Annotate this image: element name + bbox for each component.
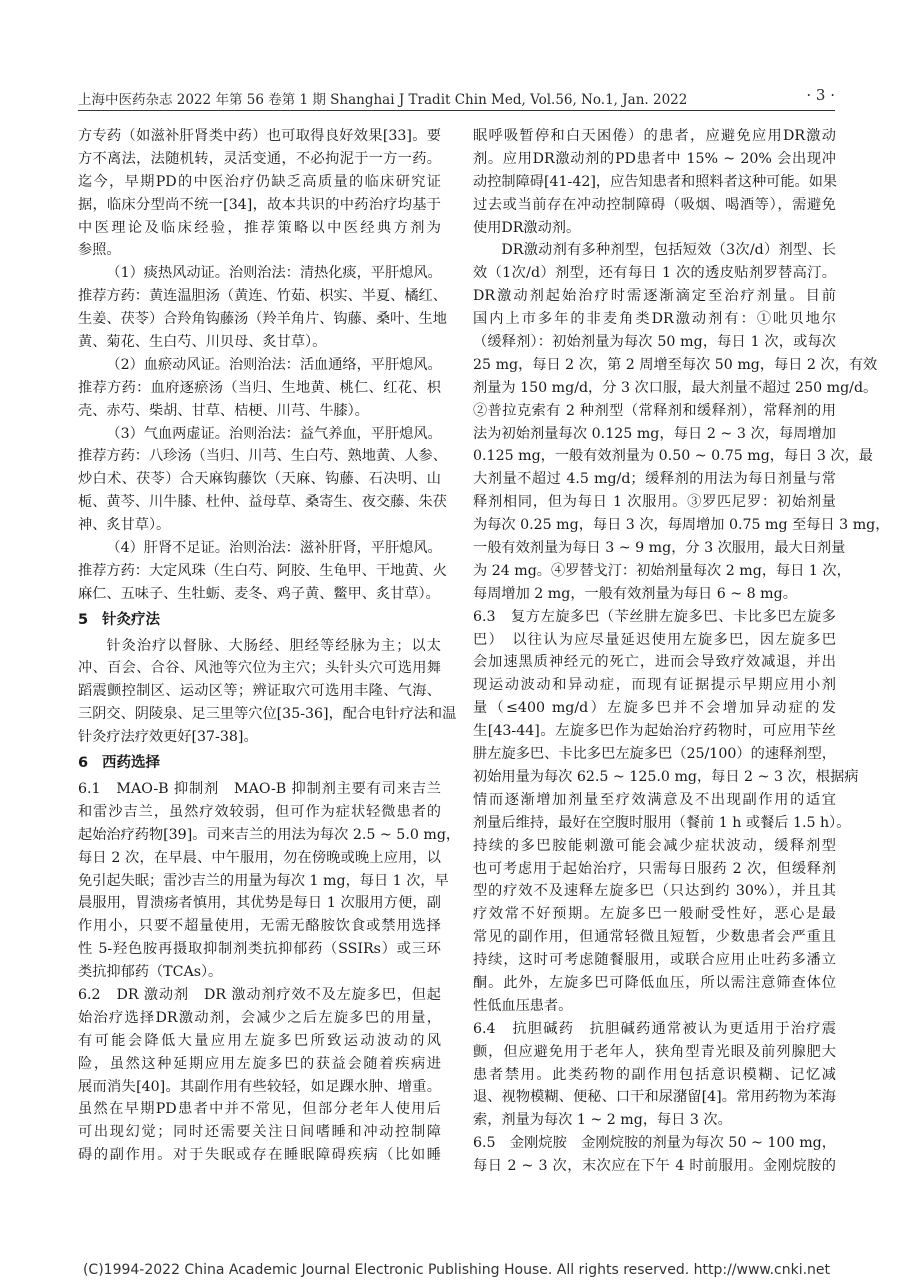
text-line: 性 5-羟色胺再摄取抑制剂类抗抑郁药（SSIRs）或三环 (78, 941, 441, 958)
running-header (78, 86, 835, 108)
text-line: 性低血压患者。 (473, 997, 573, 1014)
copyright-footer: (C)1994-2022 China Academic Journal Electronic Publishing House. All rights reserved. http://www.cnki.net (82, 1262, 831, 1278)
text-line: 大剂量不超过 4.5 mg/d；缓释剂的用法为每日剂量与常 (473, 471, 836, 488)
text-line: 每日 2 ~ 3 次，末次应在下午 4 时前服用。金刚烷胺的 (473, 1158, 836, 1175)
section-number: 6 (78, 755, 89, 772)
text-line: 作用小，只要不超量使用，无需无酪胺饮食或禁用选择 (78, 918, 441, 935)
text-line: 始治疗选择DR激动剂，会减少之后左旋多巴的用量， (78, 1009, 441, 1026)
text-line: 推荐方药：大定风珠（生白芍、阿胶、生龟甲、干地黄、火 (78, 562, 447, 579)
section-title: 西药选择 (102, 755, 160, 772)
section-title: 针灸疗法 (102, 611, 160, 628)
text-line: 晨服用，胃溃疡者慎用，其优势是每日 1 次服用方便，副 (78, 895, 441, 912)
text-line: 6.3 复方左旋多巴（苄丝肼左旋多巴、卡比多巴左旋多 (473, 608, 836, 625)
text-line: 险，虽然这种延期应用左旋多巴的获益会随着疾病进 (78, 1055, 441, 1072)
text-line: 使用DR激动剂。 (473, 219, 581, 236)
text-line: 三阴交、阴陵泉、足三里等穴位[35-36]，配合电针疗法和温 (78, 706, 457, 723)
text-line: 会加速黑质神经元的死亡，进而会导致疗效减退，并出 (473, 654, 836, 671)
text-line: 25 mg，每日 2 次，第 2 周增至每次 50 mg，每日 2 次，有效 (473, 356, 878, 373)
text-line: 推荐方药：黄连温胆汤（黄连、竹茹、枳实、半夏、橘红、 (78, 288, 447, 305)
text-line: 索，剂量为每次 1 ~ 2 mg，每日 3 次。 (473, 1112, 732, 1129)
text-line: 有可能会降低大量应用左旋多巴所致运动波动的风 (78, 1032, 441, 1049)
text-line: 国内上市多年的非麦角类DR激动剂有：①吡贝地尔 (473, 311, 836, 328)
text-line: ②普拉克索有 2 种剂型（常释剂和缓释剂），常释剂的用 (473, 402, 836, 419)
text-line: 持续，这时可考虑随餐服用，或联合应用止吐药多潘立 (473, 952, 836, 969)
text-line: 和雷沙吉兰，虽然疗效较弱，但可作为症状轻微患者的 (78, 803, 441, 820)
page-number: · 3 · (806, 86, 835, 104)
text-line: 初始用量为每次 62.5 ~ 125.0 mg，每日 2 ~ 3 次，根据病 (473, 768, 859, 785)
text-line: 为 24 mg。④罗替戈汀：初始剂量每次 2 mg，每日 1 次， (473, 562, 851, 579)
text-line: 免引起失眠；雷沙吉兰的用量为每次 1 mg，每日 1 次，早 (78, 872, 449, 889)
text-line: 蹈震颤控制区、运动区等；辨证取穴可选用丰隆、气海、 (78, 683, 441, 700)
text-line: 肼左旋多巴、卡比多巴左旋多巴（25/100）的速释剂型， (473, 746, 836, 763)
text-line: 为每次 0.25 mg，每日 3 次，每周增加 0.75 mg 至每日 3 mg， (473, 517, 890, 534)
text-line: 6.5 金刚烷胺 金刚烷胺的剂量为每次 50 ~ 100 mg， (473, 1135, 836, 1152)
text-line: 也可考虑用于起始治疗，只需每日服药 2 次，但缓释剂 (473, 860, 836, 877)
text-line: 麻仁、五味子、生牡蛎、麦冬、鸡子黄、鳖甲、炙甘草）。 (78, 585, 440, 602)
text-line: 黄、菊花、生白芍、川贝母、炙甘草）。 (78, 334, 327, 351)
text-line: 0.125 mg，一般有效剂量为 0.50 ~ 0.75 mg，每日 3 次，最 (473, 448, 873, 465)
text-line: 一般有效剂量为每日 3 ~ 9 mg，分 3 次服用，最大日剂量 (473, 540, 846, 557)
text-line: （3）气血两虚证。治则治法：益气养血，平肝熄风。 (106, 425, 442, 442)
text-line: 碍的副作用。对于失眠或存在睡眠障碍疾病（比如睡 (78, 1147, 441, 1164)
text-line: 类抗抑郁药（TCAs）。 (78, 964, 223, 981)
text-line: （缓释剂）：初始剂量为每次 50 mg，每日 1 次，或每次 (473, 334, 836, 351)
text-line: 展而消失[40]。其副作用有些较轻，如足踝水肿、增重。 (78, 1078, 441, 1095)
text-line: 6.2 DR 激动剂 DR 激动剂疗效不及左旋多巴，但起 (78, 986, 441, 1003)
text-line: 颤，但应避免用于老年人，狭角型青光眼及前列腺肥大 (473, 1043, 836, 1060)
text-line: 情而逐渐增加剂量至疗效满意及不出现副作用的适宜 (473, 791, 836, 808)
section-number: 5 (78, 611, 89, 628)
journal-citation: 上海中医药杂志 2022 年第 56 卷第 1 期 Shanghai J Tradit Chin Med, Vol.56, No.1, Jan. 2022 (78, 92, 688, 108)
text-line: 中医理论及临床经验，推荐策略以中医经典方剂为 (78, 219, 441, 236)
text-line: 释剂相同，但为每日 1 次服用。③罗匹尼罗：初始剂量 (473, 494, 836, 511)
text-line: 可出现幻觉；同时还需要关注日间嗜睡和冲动控制障 (78, 1124, 441, 1141)
text-line: 6.1 MAO-B 抑制剂 MAO-B 抑制剂主要有司来吉兰 (78, 780, 441, 797)
text-line: 剂。应用DR激动剂的PD患者中 15% ~ 20% 会出现冲 (473, 150, 836, 167)
text-line: 效（1次/d）剂型，还有每日 1 次的透皮贴剂罗替高汀。 (473, 265, 836, 282)
text-line: 型的疗效不及速释左旋多巴（只达到约 30%），并且其 (473, 883, 836, 900)
left-column (78, 125, 461, 1167)
text-line: 退、视物模糊、便秘、口干和尿潴留[4]。常用药物为苯海 (473, 1089, 836, 1106)
text-line: 壳、赤芍、柴胡、甘草、桔梗、川芎、牛膝）。 (78, 402, 369, 419)
text-line: 巴） 以往认为应尽量延迟使用左旋多巴，因左旋多巴 (473, 631, 836, 648)
text-line: 常见的副作用，但通常轻微且短暂，少数患者会严重且 (473, 929, 836, 946)
text-line: （4）肝肾不足证。治则治法：滋补肝肾，平肝熄风。 (106, 540, 442, 557)
text-line: 冲、百会、合谷、风池等穴位为主穴；头针头穴可选用舞 (78, 660, 441, 677)
text-line: 6.4 抗胆碱药 抗胆碱药通常被认为更适用于治疗震 (473, 1020, 836, 1037)
text-line: 针灸疗法疗效更好[37-38]。 (78, 729, 258, 746)
text-line: 神、炙甘草）。 (78, 517, 171, 534)
text-line: 栀、黄芩、川牛膝、杜仲、益母草、桑寄生、夜交藤、朱茯 (78, 494, 447, 511)
text-line: 眠呼吸暂停和白天困倦）的患者，应避免应用DR激动 (473, 128, 836, 144)
text-line: 持续的多巴胺能刺激可能会减少症状波动，缓释剂型 (473, 837, 836, 854)
text-line: 炒白术、茯苓）合天麻钩藤饮（天麻、钩藤、石决明、山 (78, 471, 441, 488)
section-heading (78, 752, 441, 775)
text-line: 每周增加 2 mg，一般有效剂量为每日 6 ~ 8 mg。 (473, 585, 797, 602)
text-line: 起始治疗药物[39]。司来吉兰的用法为每次 2.5 ~ 5.0 mg， (78, 826, 461, 843)
text-line: 虽然在早期PD患者中并不常见，但部分老年人使用后 (78, 1101, 441, 1118)
text-line: 剂量为 150 mg/d，分 3 次口服，最大剂量不超过 250 mg/d。 (473, 379, 878, 396)
text-line: 方不离法，法随机转，灵活变通，不必拘泥于一方一药。 (78, 150, 441, 167)
section-heading (78, 609, 441, 632)
text-line: （2）血瘀动风证。治则治法：活血通络，平肝熄风。 (106, 356, 442, 373)
text-line: 法为初始剂量每次 0.125 mg，每日 2 ~ 3 次，每周增加 (473, 425, 836, 442)
text-line: 迄今，早期PD的中医治疗仍缺乏高质量的临床研究证 (78, 173, 441, 190)
header-rule (78, 110, 835, 111)
text-line: DR激动剂起始治疗时需逐渐滴定至治疗剂量。目前 (473, 288, 836, 305)
right-column (473, 125, 890, 1178)
text-line: 剂量后维持，最好在空腹时服用（餐前 1 h 或餐后 1.5 h）。 (473, 814, 851, 831)
text-line: 现运动波动和异动症，而现有证据提示早期应用小剂 (473, 677, 836, 694)
text-line: 生[43-44]。左旋多巴作为起始治疗药物时，可应用苄丝 (473, 723, 836, 740)
text-line: 量（≤400 mg/d）左旋多巴并不会增加异动症的发 (473, 700, 836, 717)
text-line: 患者禁用。此类药物的副作用包括意识模糊、记忆减 (473, 1066, 836, 1083)
text-line: 据，临床分型尚不统一[34]，故本共识的中药治疗均基于 (78, 196, 441, 213)
text-line: 动控制障碍[41-42]，应告知患者和照料者这种可能。如果 (473, 173, 838, 190)
text-line: 推荐方药：血府逐瘀汤（当归、生地黄、桃仁、红花、枳 (78, 379, 441, 396)
text-line: 推荐方药：八珍汤（当归、川芎、生白芍、熟地黄、人参、 (78, 448, 447, 465)
text-line: 参照。 (78, 242, 121, 259)
text-line: DR激动剂有多种剂型，包括短效（3次/d）剂型、长 (501, 242, 836, 259)
text-line: 方专药（如滋补肝肾类中药）也可取得良好效果[33]。要 (78, 128, 441, 144)
text-line: 每日 2 次，在早晨、中午服用，勿在傍晚或晚上应用，以 (78, 849, 441, 866)
text-line: 生姜、茯苓）合羚角钩藤汤（羚羊角片、钩藤、桑叶、生地 (78, 311, 447, 328)
text-line: 过去或当前存在冲动控制障碍（吸烟、喝酒等），需避免 (473, 196, 836, 213)
text-line: 疗效常不好预期。左旋多巴一般耐受性好，恶心是最 (473, 906, 836, 923)
text-line: （1）痰热风动证。治则治法：清热化痰，平肝熄风。 (106, 265, 442, 282)
text-line: 针灸治疗以督脉、大肠经、胆经等经脉为主；以太 (106, 637, 441, 654)
text-line: 酮。此外，左旋多巴可降低血压，所以需注意筛查体位 (473, 974, 836, 991)
